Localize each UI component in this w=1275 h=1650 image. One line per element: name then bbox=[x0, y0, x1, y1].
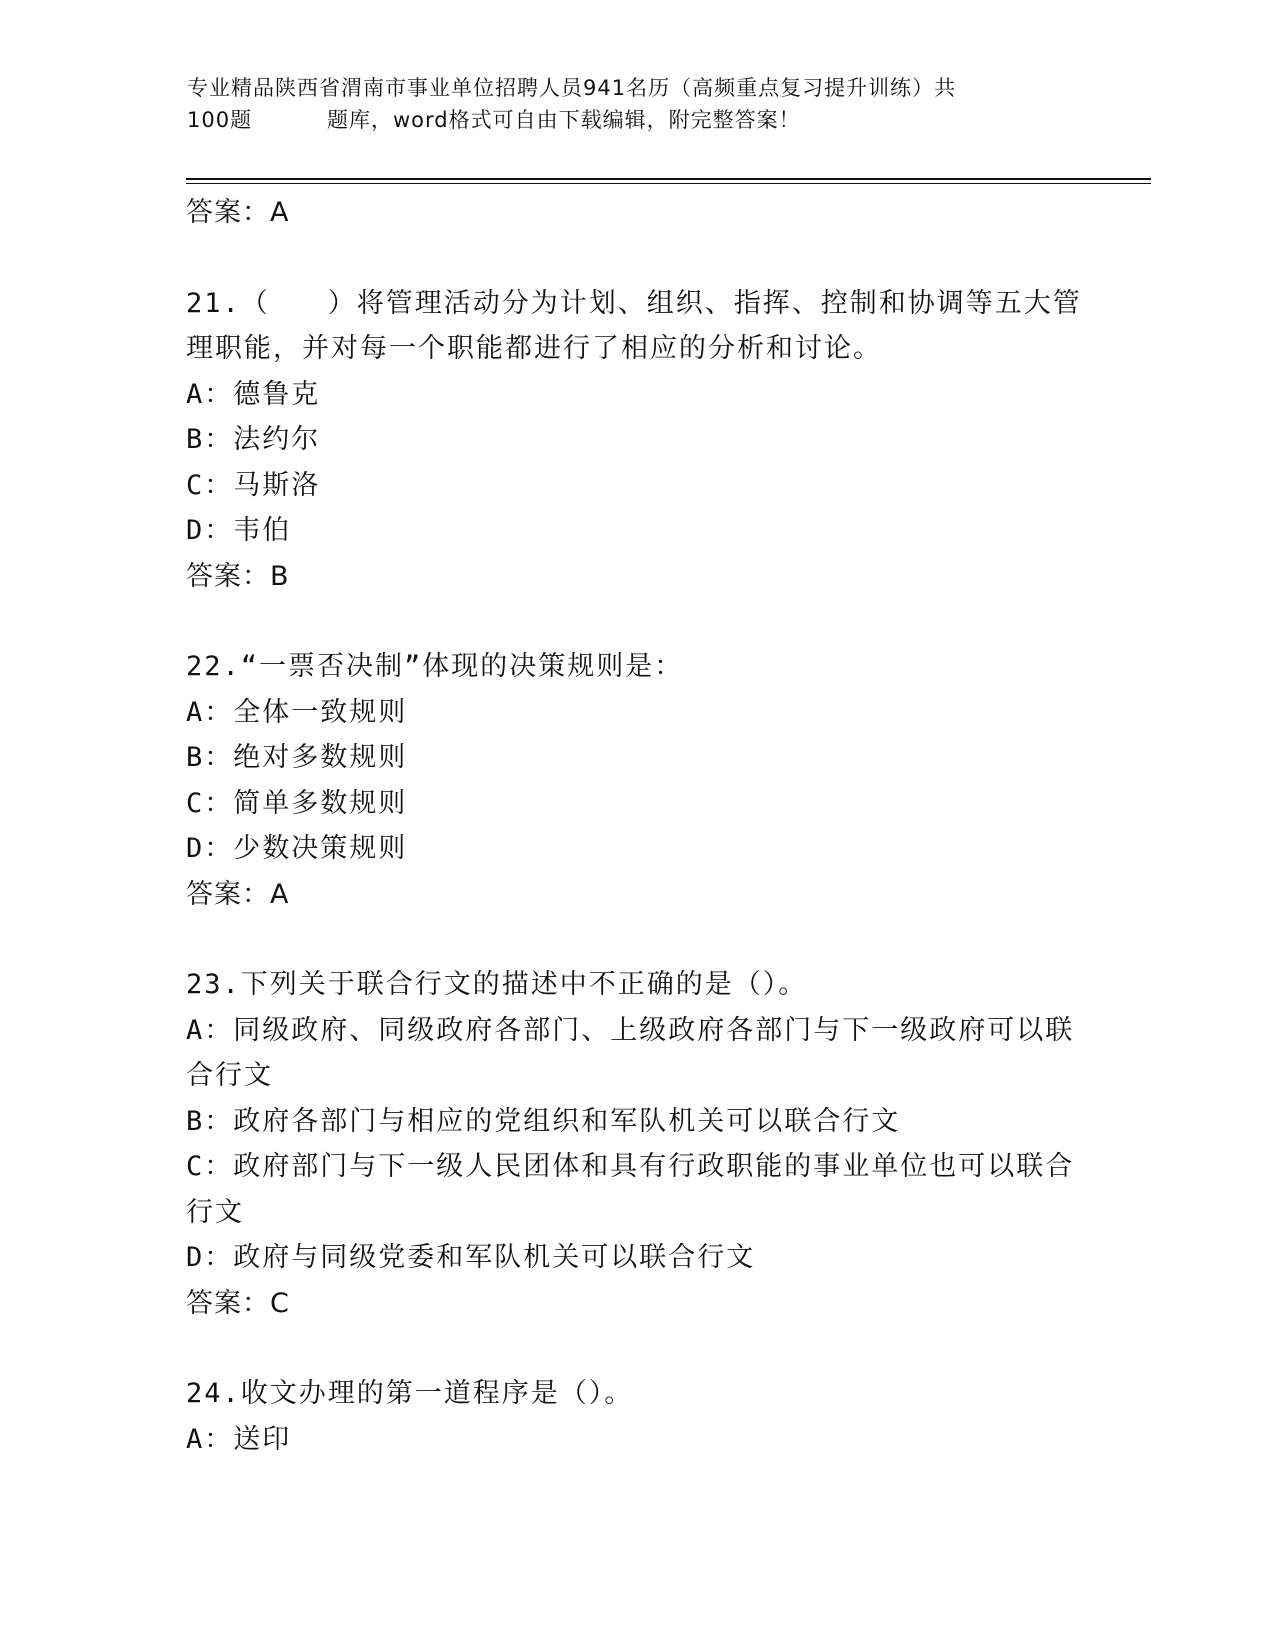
header-rule-thin bbox=[186, 183, 1151, 184]
option-d: D：少数决策规则 bbox=[186, 833, 408, 864]
answer-line: 答案：A bbox=[186, 878, 290, 910]
option-a: A：德鲁克 bbox=[186, 378, 321, 410]
option-a: A：送印 bbox=[186, 1423, 292, 1455]
question-text: 22.“一票否决制”体现的决策规则是： bbox=[186, 651, 684, 682]
question-text: 23.下列关于联合行文的描述中不正确的是（）。 bbox=[186, 969, 808, 1000]
question-text: 24.收文办理的第一道程序是（）。 bbox=[186, 1378, 634, 1409]
question-block bbox=[186, 1371, 1086, 1462]
header-line-1: 专业精品陕西省渭南市事业单位招聘人员941名历（高频重点复习提升训练）共 bbox=[187, 76, 957, 100]
header-line-2-right: 题库，word格式可自由下载编辑，附完整答案！ bbox=[327, 108, 801, 132]
option-a-continued: 合行文 bbox=[186, 1060, 273, 1091]
document-header bbox=[187, 72, 1067, 136]
question-text: 理职能，并对每一个职能都进行了相应的分析和讨论。 bbox=[186, 333, 882, 364]
option-c: C：政府部门与下一级人民团体和具有行政职能的事业单位也可以联合 bbox=[186, 1151, 1075, 1182]
option-b: B：法约尔 bbox=[186, 424, 321, 455]
question-block bbox=[186, 644, 1086, 917]
option-c: C：简单多数规则 bbox=[186, 787, 408, 819]
spacer bbox=[186, 917, 1086, 962]
question-block bbox=[186, 281, 1086, 600]
option-a: A：同级政府、同级政府各部门、上级政府各部门与下一级政府可以联 bbox=[186, 1014, 1075, 1046]
spacer bbox=[186, 236, 1086, 281]
question-text: 21.（ ）将管理活动分为计划、组织、指挥、控制和协调等五大管 bbox=[186, 287, 1082, 319]
spacer bbox=[186, 599, 1086, 644]
option-c: C：马斯洛 bbox=[186, 469, 321, 501]
header-rule-thick bbox=[186, 178, 1151, 180]
previous-answer: 答案：A bbox=[186, 197, 290, 228]
question-content bbox=[186, 190, 1086, 1462]
option-d: D：政府与同级党委和军队机关可以联合行文 bbox=[186, 1242, 756, 1273]
spacer bbox=[186, 1326, 1086, 1371]
option-c-continued: 行文 bbox=[186, 1196, 244, 1228]
answer-line: 答案：B bbox=[186, 560, 290, 592]
header-line-2 bbox=[187, 104, 1067, 136]
option-b: B：政府各部门与相应的党组织和军队机关可以联合行文 bbox=[186, 1105, 901, 1137]
answer-line: 答案：C bbox=[186, 1287, 290, 1319]
question-block bbox=[186, 962, 1086, 1326]
option-d: D：韦伯 bbox=[186, 515, 292, 546]
header-line-2-left: 100题 bbox=[187, 108, 253, 132]
option-b: B：绝对多数规则 bbox=[186, 742, 408, 773]
option-a: A：全体一致规则 bbox=[186, 696, 408, 728]
